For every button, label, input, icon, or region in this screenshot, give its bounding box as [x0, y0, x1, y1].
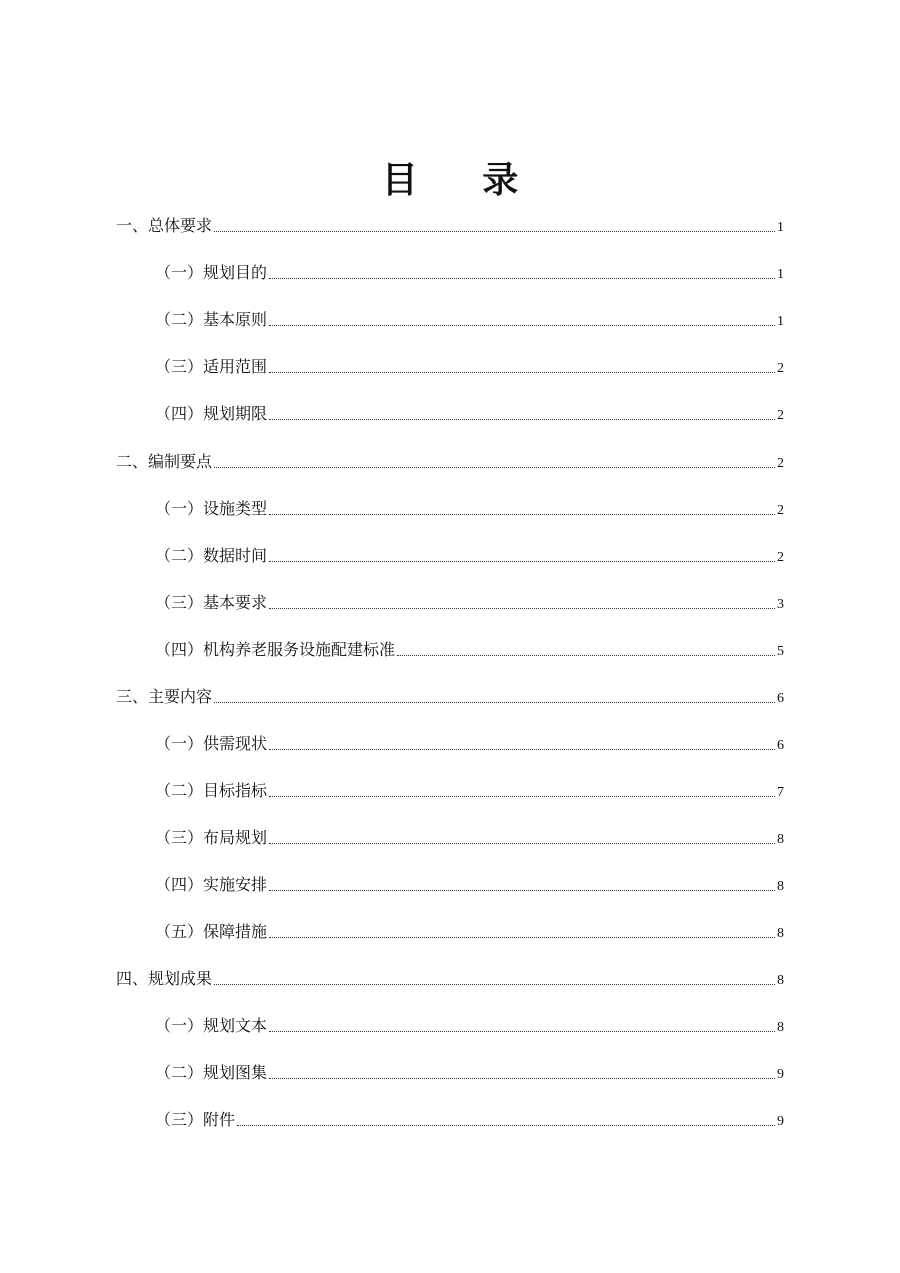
toc-page-number: 9: [777, 1114, 784, 1129]
toc-page-number: 7: [777, 785, 784, 800]
toc-entry[interactable]: [155, 871, 784, 895]
toc-entry-label: （一）规划文本: [155, 1016, 268, 1035]
toc-entry-label: （三）基本要求: [155, 593, 268, 612]
toc-entry[interactable]: [155, 306, 784, 330]
toc-dot-leader: [269, 1077, 775, 1079]
toc-entry[interactable]: [155, 636, 784, 660]
toc-entry[interactable]: [155, 918, 784, 942]
toc-dot-leader: [269, 277, 775, 279]
toc-page-number: 2: [777, 503, 784, 518]
toc-entry[interactable]: [116, 448, 784, 472]
toc-page-number: 8: [777, 973, 784, 988]
page-title: 目 录: [381, 160, 545, 201]
toc-entry[interactable]: [155, 400, 784, 424]
toc-page-number: 9: [777, 1067, 784, 1082]
toc-entry[interactable]: [155, 353, 784, 377]
toc-dot-leader: [214, 701, 775, 703]
toc-entry-label: （四）实施安排: [155, 875, 268, 894]
toc-dot-leader: [269, 795, 775, 797]
toc-entry[interactable]: [155, 1059, 784, 1083]
toc-entry-label: 二、编制要点: [116, 452, 213, 471]
toc-entry[interactable]: [116, 212, 784, 236]
toc-dot-leader: [214, 466, 775, 468]
toc-dot-leader: [269, 889, 775, 891]
toc-dot-leader: [397, 654, 775, 656]
toc-dot-leader: [237, 1124, 775, 1126]
toc-dot-leader: [269, 748, 775, 750]
toc-entry[interactable]: [155, 824, 784, 848]
toc-entry[interactable]: [155, 589, 784, 613]
toc-page-number: 2: [777, 361, 784, 376]
toc-entry-label: （二）目标指标: [155, 781, 268, 800]
toc-dot-leader: [269, 513, 775, 515]
toc-entry[interactable]: [155, 777, 784, 801]
toc-entry-label: （四）规划期限: [155, 404, 268, 423]
toc-entry-label: （一）设施类型: [155, 499, 268, 518]
toc-dot-leader: [269, 560, 775, 562]
toc-entry[interactable]: [155, 1106, 784, 1130]
toc-entry[interactable]: [116, 965, 784, 989]
toc-entry[interactable]: [155, 259, 784, 283]
toc-dot-leader: [269, 418, 775, 420]
toc-entry[interactable]: [155, 1012, 784, 1036]
toc-page-number: 1: [777, 220, 784, 235]
toc-entry-label: （二）规划图集: [155, 1063, 268, 1082]
toc-entry[interactable]: [116, 683, 784, 707]
toc-page-number: 2: [777, 550, 784, 565]
toc-page-number: 6: [777, 691, 784, 706]
toc-page-number: 2: [777, 408, 784, 423]
toc-dot-leader: [269, 1030, 775, 1032]
toc-dot-leader: [269, 607, 775, 609]
toc-entry-label: 一、总体要求: [116, 216, 213, 235]
toc-entry-label: （一）供需现状: [155, 734, 268, 753]
toc-entry[interactable]: [155, 495, 784, 519]
toc-entry[interactable]: [155, 730, 784, 754]
toc-entry-label: （二）数据时间: [155, 546, 268, 565]
toc-entry-label: （五）保障措施: [155, 922, 268, 941]
toc-dot-leader: [269, 324, 775, 326]
toc-page-number: 8: [777, 879, 784, 894]
toc-page-number: 2: [777, 456, 784, 471]
toc-page-number: 1: [777, 267, 784, 282]
toc-page-number: 6: [777, 738, 784, 753]
toc-entry-label: 四、规划成果: [116, 969, 213, 988]
toc-dot-leader: [269, 936, 775, 938]
toc-entry-label: （四）机构养老服务设施配建标准: [155, 640, 396, 659]
toc-dot-leader: [214, 230, 775, 232]
toc-dot-leader: [269, 842, 775, 844]
toc-page-number: 1: [777, 314, 784, 329]
toc-dot-leader: [269, 371, 775, 373]
toc-entry-label: （一）规划目的: [155, 263, 268, 282]
toc-page-number: 8: [777, 832, 784, 847]
toc-entry-label: 三、主要内容: [116, 687, 213, 706]
toc-page-number: 8: [777, 1020, 784, 1035]
toc-entry-label: （三）适用范围: [155, 357, 268, 376]
toc-entry[interactable]: [155, 542, 784, 566]
toc-dot-leader: [214, 983, 775, 985]
toc-page-number: 8: [777, 926, 784, 941]
toc-entry-label: （三）布局规划: [155, 828, 268, 847]
toc-entry-label: （二）基本原则: [155, 310, 268, 329]
toc-entry-label: （三）附件: [155, 1110, 236, 1129]
toc-page-number: 3: [777, 597, 784, 612]
toc-page-number: 5: [777, 644, 784, 659]
